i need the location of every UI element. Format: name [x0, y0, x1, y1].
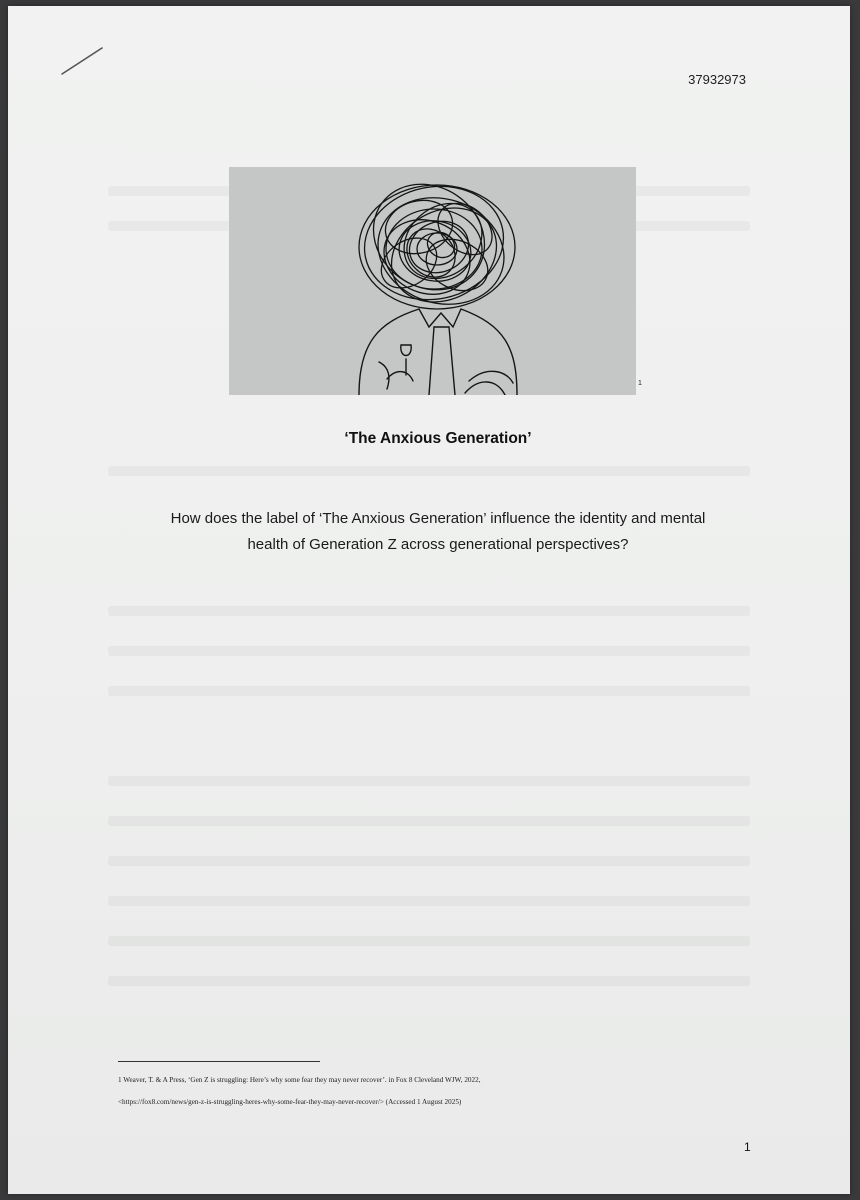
bleed-through-line: [108, 646, 750, 656]
document-id: 37932973: [688, 72, 746, 87]
footnote-line: <https://fox8.com/news/gen-z-is-struggling-heres-why-some-fear-they-may-never-recover/> (Accessed 1 August 2025): [118, 1098, 462, 1106]
cover-illustration: [229, 167, 636, 395]
research-question: [118, 506, 758, 558]
bleed-through-line: [108, 976, 750, 986]
bleed-through-line: [108, 936, 750, 946]
scribble-head-figure-icon: [229, 167, 636, 395]
footnote-divider: [118, 1061, 320, 1062]
document-page: [8, 6, 850, 1194]
footnote-reference: 1: [638, 380, 642, 387]
bleed-through-line: [108, 896, 750, 906]
bleed-through-line: [108, 466, 750, 476]
research-question-line: health of Generation Z across generational perspectives?: [247, 536, 629, 553]
bleed-through-line: [108, 816, 750, 826]
pen-mark-icon: [58, 44, 106, 78]
bleed-through-line: [108, 856, 750, 866]
research-question-line: How does the label of ‘The Anxious Generation’ influence the identity and mental: [170, 510, 706, 527]
document-title: ‘The Anxious Generation’: [344, 430, 532, 447]
bleed-through-line: [108, 686, 750, 696]
bleed-through-line: [108, 776, 750, 786]
bleed-through-line: [108, 606, 750, 616]
footnote-line: 1 Weaver, T. & A Press, ‘Gen Z is struggling: Here’s why some fear they may never recover’. in Fox 8 Cleveland WJW, 2022,: [118, 1076, 481, 1084]
page-number: 1: [744, 1140, 751, 1154]
footnote: [118, 1069, 718, 1113]
